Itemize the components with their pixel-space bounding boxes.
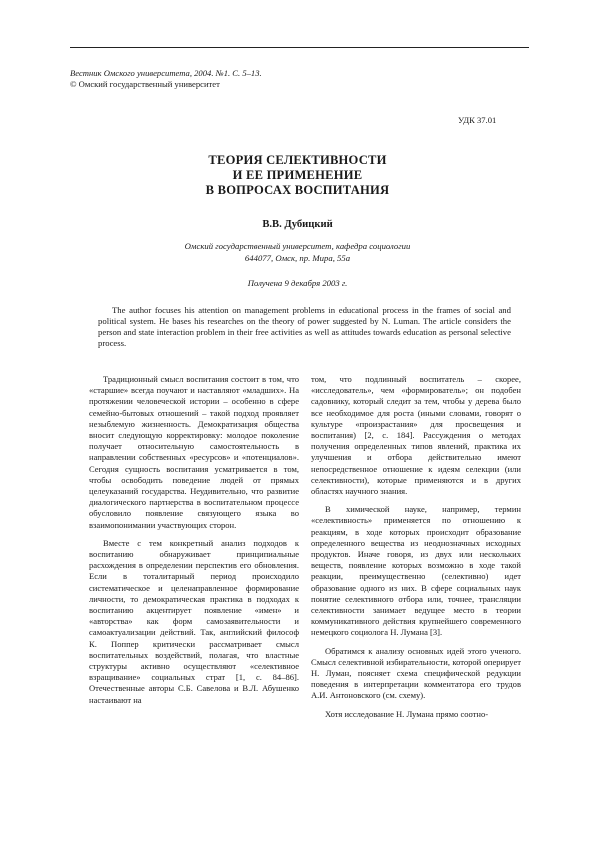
paragraph: В химической науке, например, термин «селективность» применяется по отношению к реакциям, в ходе которых происходит образование определенного вещества из неоднозначных исходных продуктов. Иначе говоря, из двух или нескольких веществ, появление которых возможно в ходе такой реакции, преимущественно (селективно) идет образование одного из них. В сфере социальных наук понятие селективного отбора или, точнее, трансляции селективности занимает ведущее место в теории коммуникативного действия крупнейшего современного немецкого социолога Н. Лумана [3]. xyxy=(311,504,521,638)
left-column xyxy=(89,374,299,713)
header-rule xyxy=(70,47,529,48)
paragraph: Вместе с тем конкретный анализ подходов к воспитанию обнаруживает принципиальные расхождения в определении перспектив его обновления. Если в тоталитарный период происходило систематическое и целенаправленное формирование личности, то демократическая практика в подходах к воспитанию акцентирует появление «имен» и «авторства» как форм самозаявительности и самоактуализации действий. Так, английский философ К. Поппер критически рассматривает смысл воспитательных воздействий, полагая, что властные структуры активно осуществляют «селективное взращивание» социальных страт [1, с. 84–86]. Отечественные авторы С.Б. Савелова и В.Л. Абушенко настаивают на xyxy=(89,537,299,705)
copyright-line: © Омский государственный университет xyxy=(70,79,220,89)
paragraph: Традиционный смысл воспитания состоит в том, что «старшие» всегда поучают и наставляют «младших». На протяжении человеческой истории – особенно в сфере семейно-бытовых отношений – такой подход проявляет незыблемую жизненность. Демократизация общества вносит следующую корректировку: молодое поколение получает относительную самостоятельность в направлении собственных «ресурсов» и «потенциалов». Сегодня сущность воспитания усматривается в том, чтобы освободить поведение людей от прямых целеуказаний государства. Неудивительно, что развитие диалогического партнерства в воспитательном процессе обусловило появление связующего языка во взаимопонимании участвующих сторон. xyxy=(89,374,299,530)
article-title xyxy=(0,153,595,198)
affiliation-line-1: Омский государственный университет, кафедра социологии xyxy=(184,241,411,251)
affiliation xyxy=(0,241,595,264)
title-line-1: ТЕОРИЯ СЕЛЕКТИВНОСТИ xyxy=(208,153,387,167)
right-column xyxy=(311,374,521,727)
paragraph: Обратимся к анализу основных идей этого ученого. Смысл селективной избирательности, которой оперирует Н. Луман, поясняет схема специфической редукции поведения в интерпретации комментатора его трудов А.И. Антоновского (см. схему). xyxy=(311,645,521,701)
paragraph: Хотя исследование Н. Лумана прямо соотно- xyxy=(325,708,489,719)
abstract: The author focuses his attention on management problems in educational process in the frames of social and political system. He bases his researches on the theory of power suggested by N. Luman. The article considers the person and state interaction problem in their free activities as well as attitudes towards education as personal selective process. xyxy=(98,305,511,348)
paragraph: том, что подлинный воспитатель – скорее, «исследователь», чем «формирователь»; он подобен садовнику, который следит за тем, чтобы у дерева было все необходимое для роста (иными словами, говорят о культуре «произрастания» для просвещения и воспитания) [2, с. 184]. Рассуждения о методах получения определенных типов явлений, практика их улучшения и отбора действительно имеют непосредственное отношение к идеям селекции (или селективности), которые применяются и в других областях научного знания. xyxy=(311,374,521,497)
udk-code: УДК 37.01 xyxy=(458,115,497,125)
title-line-2: И ЕЕ ПРИМЕНЕНИЕ xyxy=(232,168,363,182)
received-date: Получена 9 декабря 2003 г. xyxy=(247,278,348,288)
affiliation-line-2: 644077, Омск, пр. Мира, 55а xyxy=(244,252,351,263)
journal-info xyxy=(70,68,262,90)
author-name: В.В. Дубицкий xyxy=(262,219,333,230)
journal-citation: Вестник Омского университета, 2004. №1. С. 5–13. xyxy=(70,68,262,78)
title-line-3: В ВОПРОСАХ ВОСПИТАНИЯ xyxy=(205,183,390,197)
